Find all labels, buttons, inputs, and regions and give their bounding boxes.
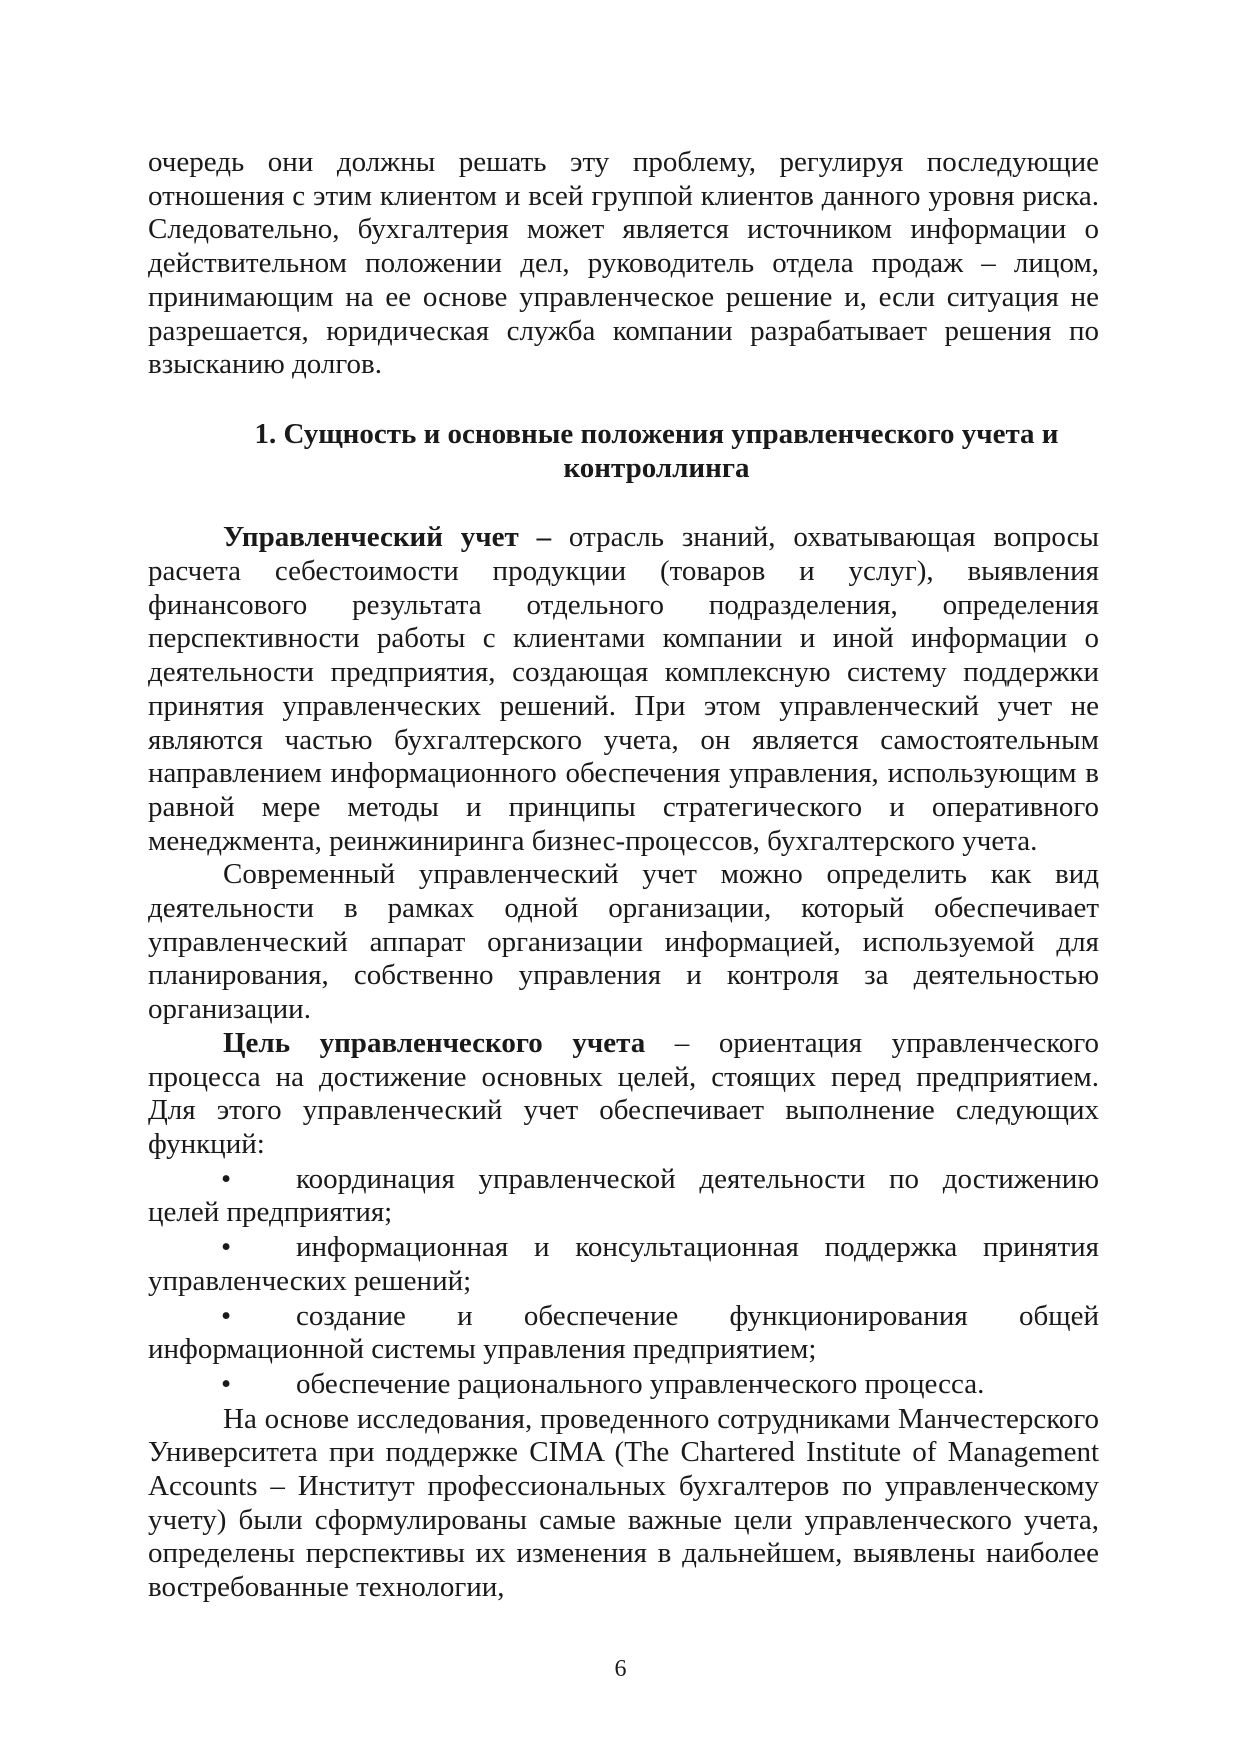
section-heading-line1: 1. Сущность и основные положения управленческого учета и: [254, 417, 1059, 450]
paragraph-definition: [148, 521, 1099, 858]
list-item: [148, 1368, 1099, 1402]
list-item-text: создание и обеспечение функционирования общей информационной системы управления предприятием;: [148, 1299, 1099, 1366]
list-item: [148, 1300, 1099, 1367]
goal-text: – ориентация управленческого процесса на достижение основных целей, стоящих перед предприятием. Для этого управленческий учет обеспечивает выполнение следующих функций:: [148, 1026, 1100, 1160]
paragraph-goal: [148, 1027, 1099, 1162]
paragraph-research: На основе исследования, проведенного сотрудниками Манчестерского Университета при поддержке CIMA (The Chartered Institute of Management Accounts – Институт профессиональных бухгалтеров по управленческому учету) были сформулированы самые важные цели управленческого учета, определены перспективы их изменения в дальнейшем, выявлены наиболее востребованные технологии,: [148, 1402, 1099, 1604]
document-page: [148, 146, 1099, 1605]
list-item-text: обеспечение рационального управленческого процесса.: [296, 1367, 985, 1400]
bullet-icon: •: [221, 1299, 232, 1332]
list-item: [148, 1231, 1099, 1298]
definition-term: Управленческий учет –: [223, 521, 552, 554]
paragraph-intro: очередь они должны решать эту проблему, регулируя последующие отношения с этим клиентом и всей группой клиентов данного уровня риска. Следовательно, бухгалтерия может является источником информации о действительном положении дел, руководитель отдела продаж – лицом, принимающим на ее основе управленческое решение и, если ситуация не разрешается, юридическая служба компании разрабатывает решения по взысканию долгов.: [148, 146, 1099, 381]
paragraph-modern-accounting: Современный управленческий учет можно определить как вид деятельности в рамках одной организации, который обеспечивает управленческий аппарат организации информацией, используемой для планирования, собственно управления и контроля за деятельностью организации.: [148, 858, 1099, 1026]
definition-text: отрасль знаний, охватывающая вопросы расчета себестоимости продукции (товаров и услуг), выявления финансового результата отдельного подразделения, определения перспективности работы с клиентами компании и иной информации о деятельности предприятия, создающая комплексную систему поддержки принятия управленческих решений. При этом управленческий учет не являются частью бухгалтерского учета, он является самостоятельным направлением информационного обеспечения управления, использующим в равной мере методы и принципы стратегического и оперативного менеджмента, реинжиниринга бизнес-процессов, бухгалтерского учета.: [148, 521, 1100, 857]
list-item-text: информационная и консультационная поддержка принятия управленческих решений;: [148, 1231, 1099, 1297]
list-item: [148, 1163, 1099, 1230]
bullet-icon: •: [221, 1231, 232, 1264]
page-number: 6: [614, 1656, 627, 1682]
bullet-icon: •: [221, 1162, 232, 1195]
list-item-text: координация управленческой деятельности по достижению целей предприятия;: [148, 1162, 1099, 1229]
goal-term: Цель управленческого учета: [223, 1026, 646, 1059]
section-heading-line2: контроллинга: [563, 451, 750, 484]
section-heading: [148, 418, 1099, 485]
bullet-icon: •: [221, 1367, 232, 1400]
